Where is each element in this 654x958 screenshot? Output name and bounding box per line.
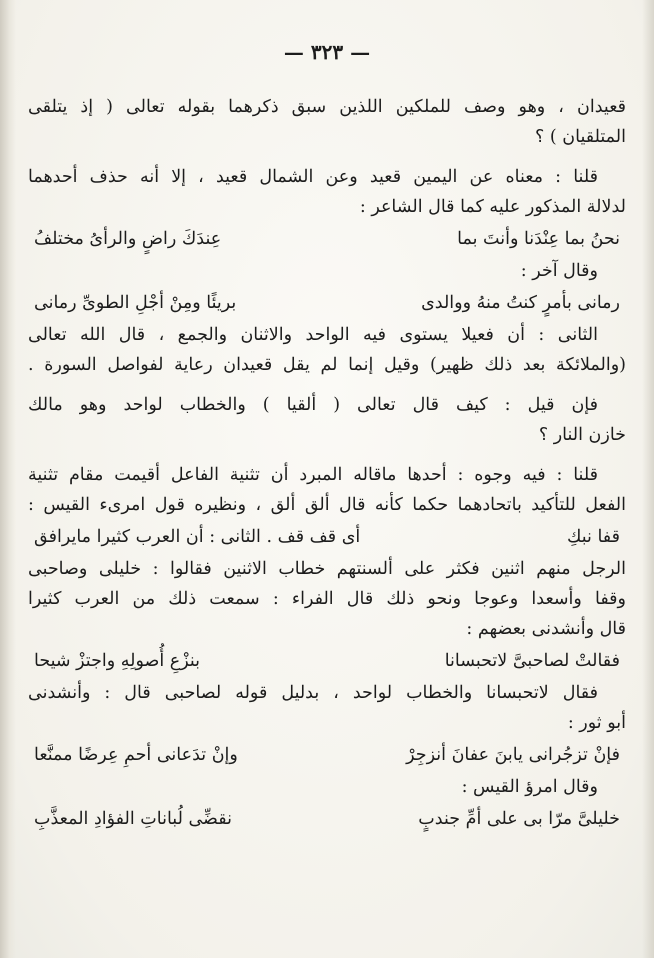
text-line: أبو ثور : — [567, 713, 626, 733]
text-line: فإن قيل : كيف قال تعالى ( ألقيا ) والخطاب لواحد وهو مالك — [28, 395, 598, 415]
verse-first-hemistich: فقالتْ لصاحبىَّ لاتحبسانا — [444, 651, 620, 671]
text-line: قعيدان ، وهو وصف للملكين اللذين سبق ذكرهما بقوله تعالى ( إذ يتلقى — [28, 97, 626, 117]
text-line: الثانى : أن فعيلا يستوى فيه الواحد والاثنان والجمع ، قال الله تعالى — [28, 325, 598, 345]
poem-verse — [28, 644, 626, 678]
text-line: الفعل للتأكيد باتحادهما حكما كأنه قال ألق ألق ، ونظيره قول امرىء القيس : — [28, 495, 626, 515]
text-line: الرجل منهم اثنين فكثر على ألسنتهم خطاب الاثنين فقالوا : خليلى وصاحبى — [28, 559, 626, 579]
verse-second-hemistich: وإنْ تدَعانى أحمِ عِرضًا ممنَّعا — [34, 745, 238, 765]
page-body — [28, 92, 626, 836]
verse-first-hemistich: نحنُ بما عِنْدَنا وأنتَ بما — [457, 229, 620, 249]
verse-first-hemistich: خليلىَّ مرّا بى على أمِّ جندبٍ — [418, 809, 620, 829]
verse-second-hemistich: نقضِّى لُباناتِ الفؤادِ المعذَّبِ — [34, 809, 232, 829]
text-line: قال وأنشدنى بعضهم : — [466, 619, 626, 639]
verse-second-hemistich: بريئًا ومِنْ أجْلِ الطوىِّ رمانى — [34, 293, 237, 313]
poem-verse — [28, 222, 626, 256]
text-line: وقال امرؤ القيس : — [461, 777, 598, 797]
page-edge-shadow-right — [642, 0, 654, 958]
page-edge-shadow-left — [0, 0, 16, 958]
text-line: فقال لاتحبسانا والخطاب لواحد ، بدليل قوله لصاحبى قال : وأنشدنى — [28, 683, 598, 703]
verse-first-hemistich: فإنْ تزجُرانى يابنَ عفانَ أنزجِرْ — [406, 745, 620, 765]
verse-first-hemistich: رمانى بأمرٍ كنتُ منهُ ووالدى — [421, 293, 620, 313]
text-line: خازن النار ؟ — [538, 425, 626, 445]
text-line: قلنا : معناه عن اليمين قعيد وعن الشمال قعيد ، إلا أنه حذف أحدهما — [28, 167, 598, 187]
text-line: وقال آخر : — [520, 261, 598, 281]
text-line: وقفا وأسعدا وعوجا ونحو ذلك قال الفراء : سمعت ذلك من العرب كثيرا — [28, 589, 626, 609]
verse-second-hemistich: بنزْعِ أُصولِهِ واجتزْ شيحا — [34, 651, 201, 671]
poem-verse — [28, 286, 626, 320]
text-line: قلنا : فيه وجوه : أحدها ماقاله المبرد أن تثنية الفاعل أقيمت مقام تثنية — [28, 465, 598, 485]
text-line: المتلقيان ) ؟ — [535, 127, 626, 147]
verse-first-hemistich: قفا نبكِ — [566, 527, 620, 547]
text-line: لدلالة المذكور عليه كما قال الشاعر : — [359, 197, 626, 217]
text-line: (والملائكة بعد ذلك ظهير) وقيل إنما لم يقل قعيدان رعاية لفواصل السورة . — [28, 355, 626, 375]
poem-verse — [28, 520, 626, 554]
poem-verse — [28, 738, 626, 772]
verse-second-hemistich: أى قف قف . الثانى : أن العرب كثيرا مايرافق — [34, 527, 361, 547]
verse-second-hemistich: عِندَكَ راضٍ والرأىُ مختلفُ — [34, 229, 222, 249]
poem-verse — [28, 802, 626, 836]
page-number: — ٣٢٣ — — [283, 40, 371, 64]
